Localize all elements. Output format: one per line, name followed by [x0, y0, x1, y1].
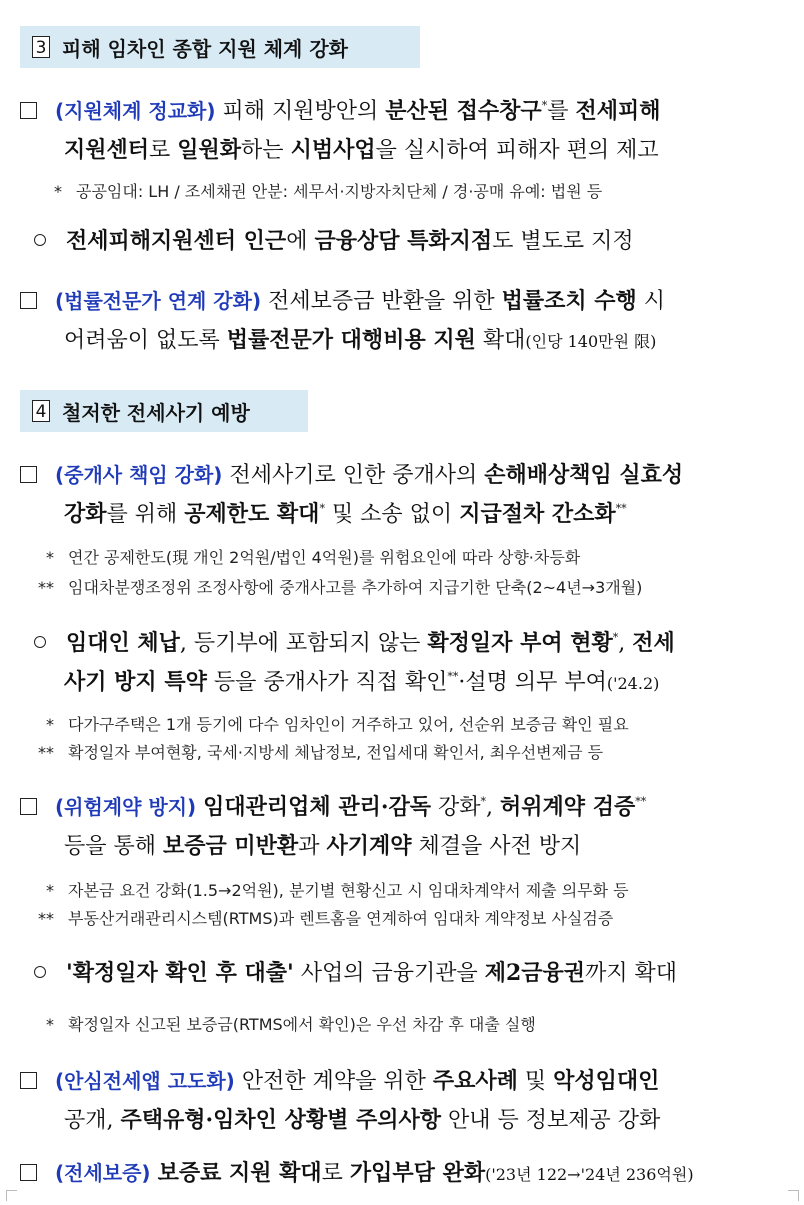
item-text: 를 — [547, 99, 569, 124]
item-note: ('23년 122→'24년 236억원) — [485, 1165, 694, 1184]
item-text: 어려움이 없도록 — [64, 328, 220, 353]
item-emphasis: 사기계약 — [326, 833, 412, 859]
item-note: (인당 140만원 限) — [525, 332, 657, 351]
bullet-item-broker-liability — [20, 456, 788, 534]
footnote-marker: * — [480, 795, 487, 808]
circle-bullet-icon — [34, 234, 46, 246]
item-tag: (법률전문가 연계 강화) — [55, 289, 262, 313]
footnote-marker: ** — [38, 578, 54, 597]
item-emphasis: 주요사례 — [432, 1068, 518, 1094]
footnote-text: 공공임대: LH / 조세채권 안분: 세무서·지방자치단체 / 경·공매 유예: 법원 등 — [76, 182, 603, 201]
footnote — [38, 906, 784, 932]
item-tag: (지원체계 정교화) — [55, 99, 216, 123]
item-emphasis: 확정일자 부여 현황 — [427, 630, 613, 656]
footnote-marker: * — [46, 548, 54, 567]
item-text: 확대 — [482, 328, 526, 353]
item-text: 및 소송 없이 — [331, 502, 453, 527]
item-text: 을 실시하여 피해자 편의 제고 — [375, 138, 659, 163]
footnote-marker: * — [46, 715, 54, 734]
footnote — [46, 545, 784, 571]
footnote-text: 다가구주택은 1개 등기에 다수 임차인이 거주하고 있어, 선순위 보증금 확인 필요 — [68, 715, 629, 734]
item-emphasis: 분산된 접수창구 — [385, 98, 542, 124]
section-number: 3 — [32, 36, 50, 58]
item-text: 까지 확대 — [585, 961, 678, 986]
item-emphasis: 지급절차 간소화 — [459, 501, 616, 527]
item-emphasis: 보증금 미반환 — [163, 833, 299, 859]
footnote-text: 확정일자 부여현황, 국세·지방세 체납정보, 전입세대 확인서, 최우선변제금 등 — [68, 743, 604, 762]
item-text: , — [618, 631, 626, 656]
footnote — [46, 878, 784, 904]
footnote-marker: * — [46, 1015, 54, 1034]
item-text: 로 — [321, 1161, 343, 1186]
sub-item-loan-expansion — [20, 954, 788, 993]
item-emphasis: 임대인 체납 — [66, 630, 180, 656]
item-text: 및 — [524, 1069, 547, 1094]
item-text: 피해 지원방안의 — [222, 99, 379, 124]
item-text: 하는 — [241, 138, 284, 163]
sub-item-landlord-check — [20, 624, 788, 703]
footnote-text: 연간 공제한도(現 개인 2억원/법인 4억원)를 위험요인에 따라 상향·차등화 — [68, 548, 581, 567]
item-tag: (전세보증) — [55, 1161, 151, 1185]
item-emphasis: 강화 — [64, 501, 107, 527]
square-bullet-icon — [20, 798, 37, 815]
sub-item-counseling-branch — [20, 222, 788, 261]
square-bullet-icon — [20, 1164, 37, 1181]
item-tag: (위험계약 방지) — [55, 795, 197, 819]
page-corner-mark — [6, 1190, 17, 1201]
item-tag: (안심전세앱 고도화) — [55, 1069, 235, 1093]
footnote-text: 자본금 요건 강화(1.5→2억원), 분기별 현황신고 시 임대차계약서 제출 의무화 등 — [68, 881, 629, 900]
item-emphasis: 지원센터 — [64, 137, 150, 163]
footnote-marker: * — [541, 99, 548, 112]
item-emphasis: 가입부담 완화 — [349, 1160, 486, 1186]
footnote — [38, 575, 784, 601]
item-emphasis: 보증료 지원 확대 — [157, 1160, 322, 1186]
item-text: ·설명 의무 부여 — [458, 670, 607, 695]
footnote-text: 확정일자 신고된 보증금(RTMS에서 확인)은 우선 차감 후 대출 실행 — [68, 1015, 536, 1034]
section-header-4 — [20, 390, 308, 432]
footnote-marker: * — [46, 881, 54, 900]
item-emphasis: 악성임대인 — [553, 1068, 660, 1094]
item-tag: (중개사 책임 강화) — [55, 463, 223, 487]
section-title: 피해 임차인 종합 지원 체계 강화 — [62, 36, 348, 61]
footnote-text: 임대차분쟁조정위 조정사항에 중개사고를 추가하여 지급기한 단축(2~4년→3개월) — [68, 578, 643, 597]
item-text: 등을 통해 — [64, 834, 157, 859]
item-note: ('24.2) — [606, 674, 660, 693]
item-emphasis: 사기 방지 특약 — [64, 669, 207, 695]
square-bullet-icon — [20, 466, 37, 483]
page-corner-mark — [788, 1190, 799, 1201]
item-text: 안전한 계약을 위한 — [241, 1069, 426, 1094]
item-emphasis: 임대관리업체 관리·감독 — [203, 794, 432, 820]
footnote-marker: ** — [615, 502, 627, 515]
item-emphasis: 법률전문가 대행비용 지원 — [226, 327, 476, 353]
item-emphasis: 전세피해 — [575, 98, 661, 124]
item-text: , — [486, 795, 494, 820]
item-text: 체결을 사전 방지 — [418, 834, 582, 859]
item-text: 강화 — [438, 795, 481, 820]
item-text: 과 — [298, 834, 320, 859]
item-text: 를 위해 — [106, 502, 178, 527]
bullet-item-deposit-guarantee — [20, 1154, 788, 1194]
section-header-3 — [20, 26, 420, 68]
item-emphasis: 시범사업 — [290, 137, 376, 163]
item-emphasis: 손해배상책임 실효성 — [484, 462, 684, 488]
footnote-marker: ** — [38, 909, 54, 928]
square-bullet-icon — [20, 102, 37, 119]
item-text: 전세사기로 인한 중개사의 — [229, 463, 478, 488]
item-emphasis: 공제한도 확대 — [184, 501, 320, 527]
bullet-item-legal-expert — [20, 282, 788, 361]
item-text: 안내 등 정보제공 강화 — [448, 1108, 661, 1133]
item-emphasis: 법률조치 수행 — [501, 288, 637, 314]
footnote-marker: * — [319, 502, 325, 515]
footnote — [46, 712, 784, 738]
footnote-marker: * — [54, 182, 62, 201]
item-text: 공개, — [64, 1108, 114, 1133]
item-emphasis: 제2금융권 — [484, 960, 586, 986]
item-text: 에 — [286, 229, 308, 254]
footnote-marker: * — [612, 631, 619, 644]
circle-bullet-icon — [34, 966, 46, 978]
item-text: 도 별도로 지정 — [492, 229, 634, 254]
item-emphasis: 금융상담 특화지점 — [314, 228, 493, 254]
footnote — [54, 179, 784, 205]
item-text: , 등기부에 포함되지 않는 — [179, 631, 421, 656]
footnote — [38, 740, 784, 766]
footnote-marker: ** — [635, 795, 647, 808]
footnote-marker: ** — [447, 670, 459, 683]
item-emphasis: '확정일자 확인 후 대출' — [66, 960, 294, 986]
bullet-item-safe-lease-app — [20, 1062, 788, 1140]
item-text: 전세보증금 반환을 위한 — [268, 289, 495, 314]
square-bullet-icon — [20, 1072, 37, 1089]
item-text: 등을 중개사가 직접 확인 — [213, 670, 448, 695]
bullet-item-risky-contracts — [20, 788, 788, 866]
bullet-item-support-system — [20, 92, 788, 170]
item-emphasis: 전세피해지원센터 인근 — [66, 228, 287, 254]
section-title: 철저한 전세사기 예방 — [62, 400, 250, 425]
item-text: 사업의 금융기관을 — [300, 961, 478, 986]
item-text: 시 — [643, 289, 666, 314]
circle-bullet-icon — [34, 636, 46, 648]
footnote-text: 부동산거래관리시스템(RTMS)과 렌트홈을 연계하여 임대차 계약정보 사실검증 — [68, 909, 614, 928]
footnote-marker: ** — [38, 743, 54, 762]
item-emphasis: 주택유형·임차인 상황별 주의사항 — [120, 1107, 442, 1133]
footnote — [46, 1012, 784, 1038]
item-emphasis: 일원화 — [177, 137, 242, 163]
item-emphasis: 전세 — [632, 630, 675, 656]
item-text: 로 — [149, 138, 171, 163]
square-bullet-icon — [20, 292, 37, 309]
item-emphasis: 허위계약 검증 — [500, 794, 636, 820]
section-number: 4 — [32, 400, 50, 422]
